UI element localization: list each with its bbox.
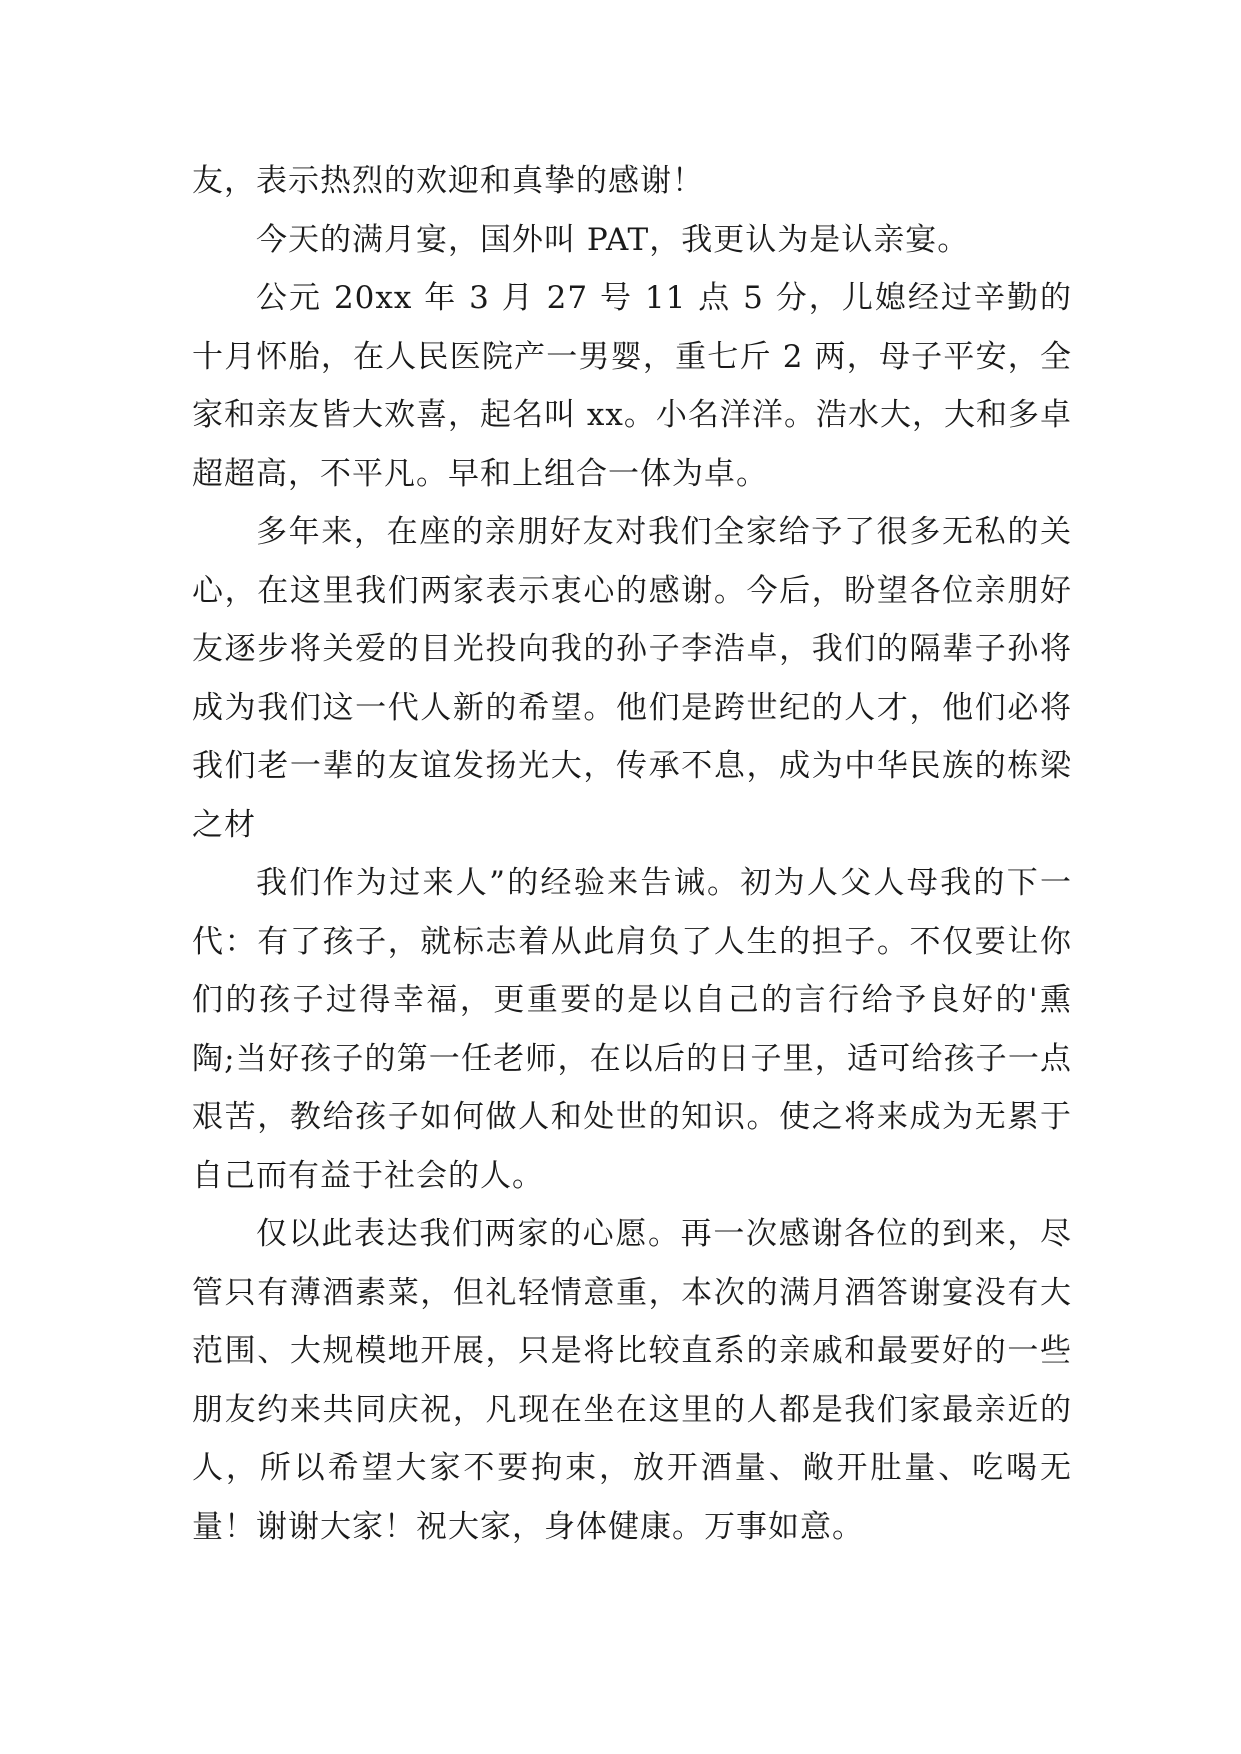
paragraph-continuation: 友，表示热烈的欢迎和真挚的感谢！: [192, 163, 704, 199]
paragraph-banquet: 今天的满月宴，国外叫 PAT，我更认为是认亲宴。: [256, 221, 970, 258]
paragraph-thanks: 多年来，在座的亲朋好友对我们全家给予了很多无私的关心，在这里我们两家表示衷心的感谢。今后，盼望各位亲朋好友逐步将关爱的目光投向我的孙子李浩卓，我们的隔辈子孙将成为我们这一代人新的希望。他们是跨世纪的人才，他们必将我们老一辈的友谊发扬光大，传承不息，成为中华民族的栋梁之材: [192, 514, 1072, 843]
paragraph-advice: 我们作为过来人”的经验来告诫。初为人父人母我的下一代：有了孩子，就标志着从此肩负了人生的担子。不仅要让你们的孩子过得幸福，更重要的是以自己的言行给予良好的'熏陶;当好孩子的第一任老师，在以后的日子里，适可给孩子一点艰苦，教给孩子如何做人和处世的知识。使之将来成为无累于自己而有益于社会的人。: [192, 865, 1072, 1194]
paragraph-birth: 公元 20xx 年 3 月 27 号 11 点 5 分，儿媳经过辛勤的十月怀胎，在人民医院产一男婴，重七斤 2 两，母子平安，全家和亲友皆大欢喜，起名叫 xx。小名洋洋。浩水大，大和多卓超超高，不平凡。早和上组合一体为卓。: [192, 280, 1072, 492]
document-body: [192, 152, 1072, 1556]
paragraph-closing: 仅以此表达我们两家的心愿。再一次感谢各位的到来，尽管只有薄酒素菜，但礼轻情意重，本次的满月酒答谢宴没有大范围、大规模地开展，只是将比较直系的亲戚和最要好的一些朋友约来共同庆祝，凡现在坐在这里的人都是我们家最亲近的人，所以希望大家不要拘束，放开酒量、敞开肚量、吃喝无量！谢谢大家！祝大家，身体健康。万事如意。: [192, 1216, 1072, 1545]
